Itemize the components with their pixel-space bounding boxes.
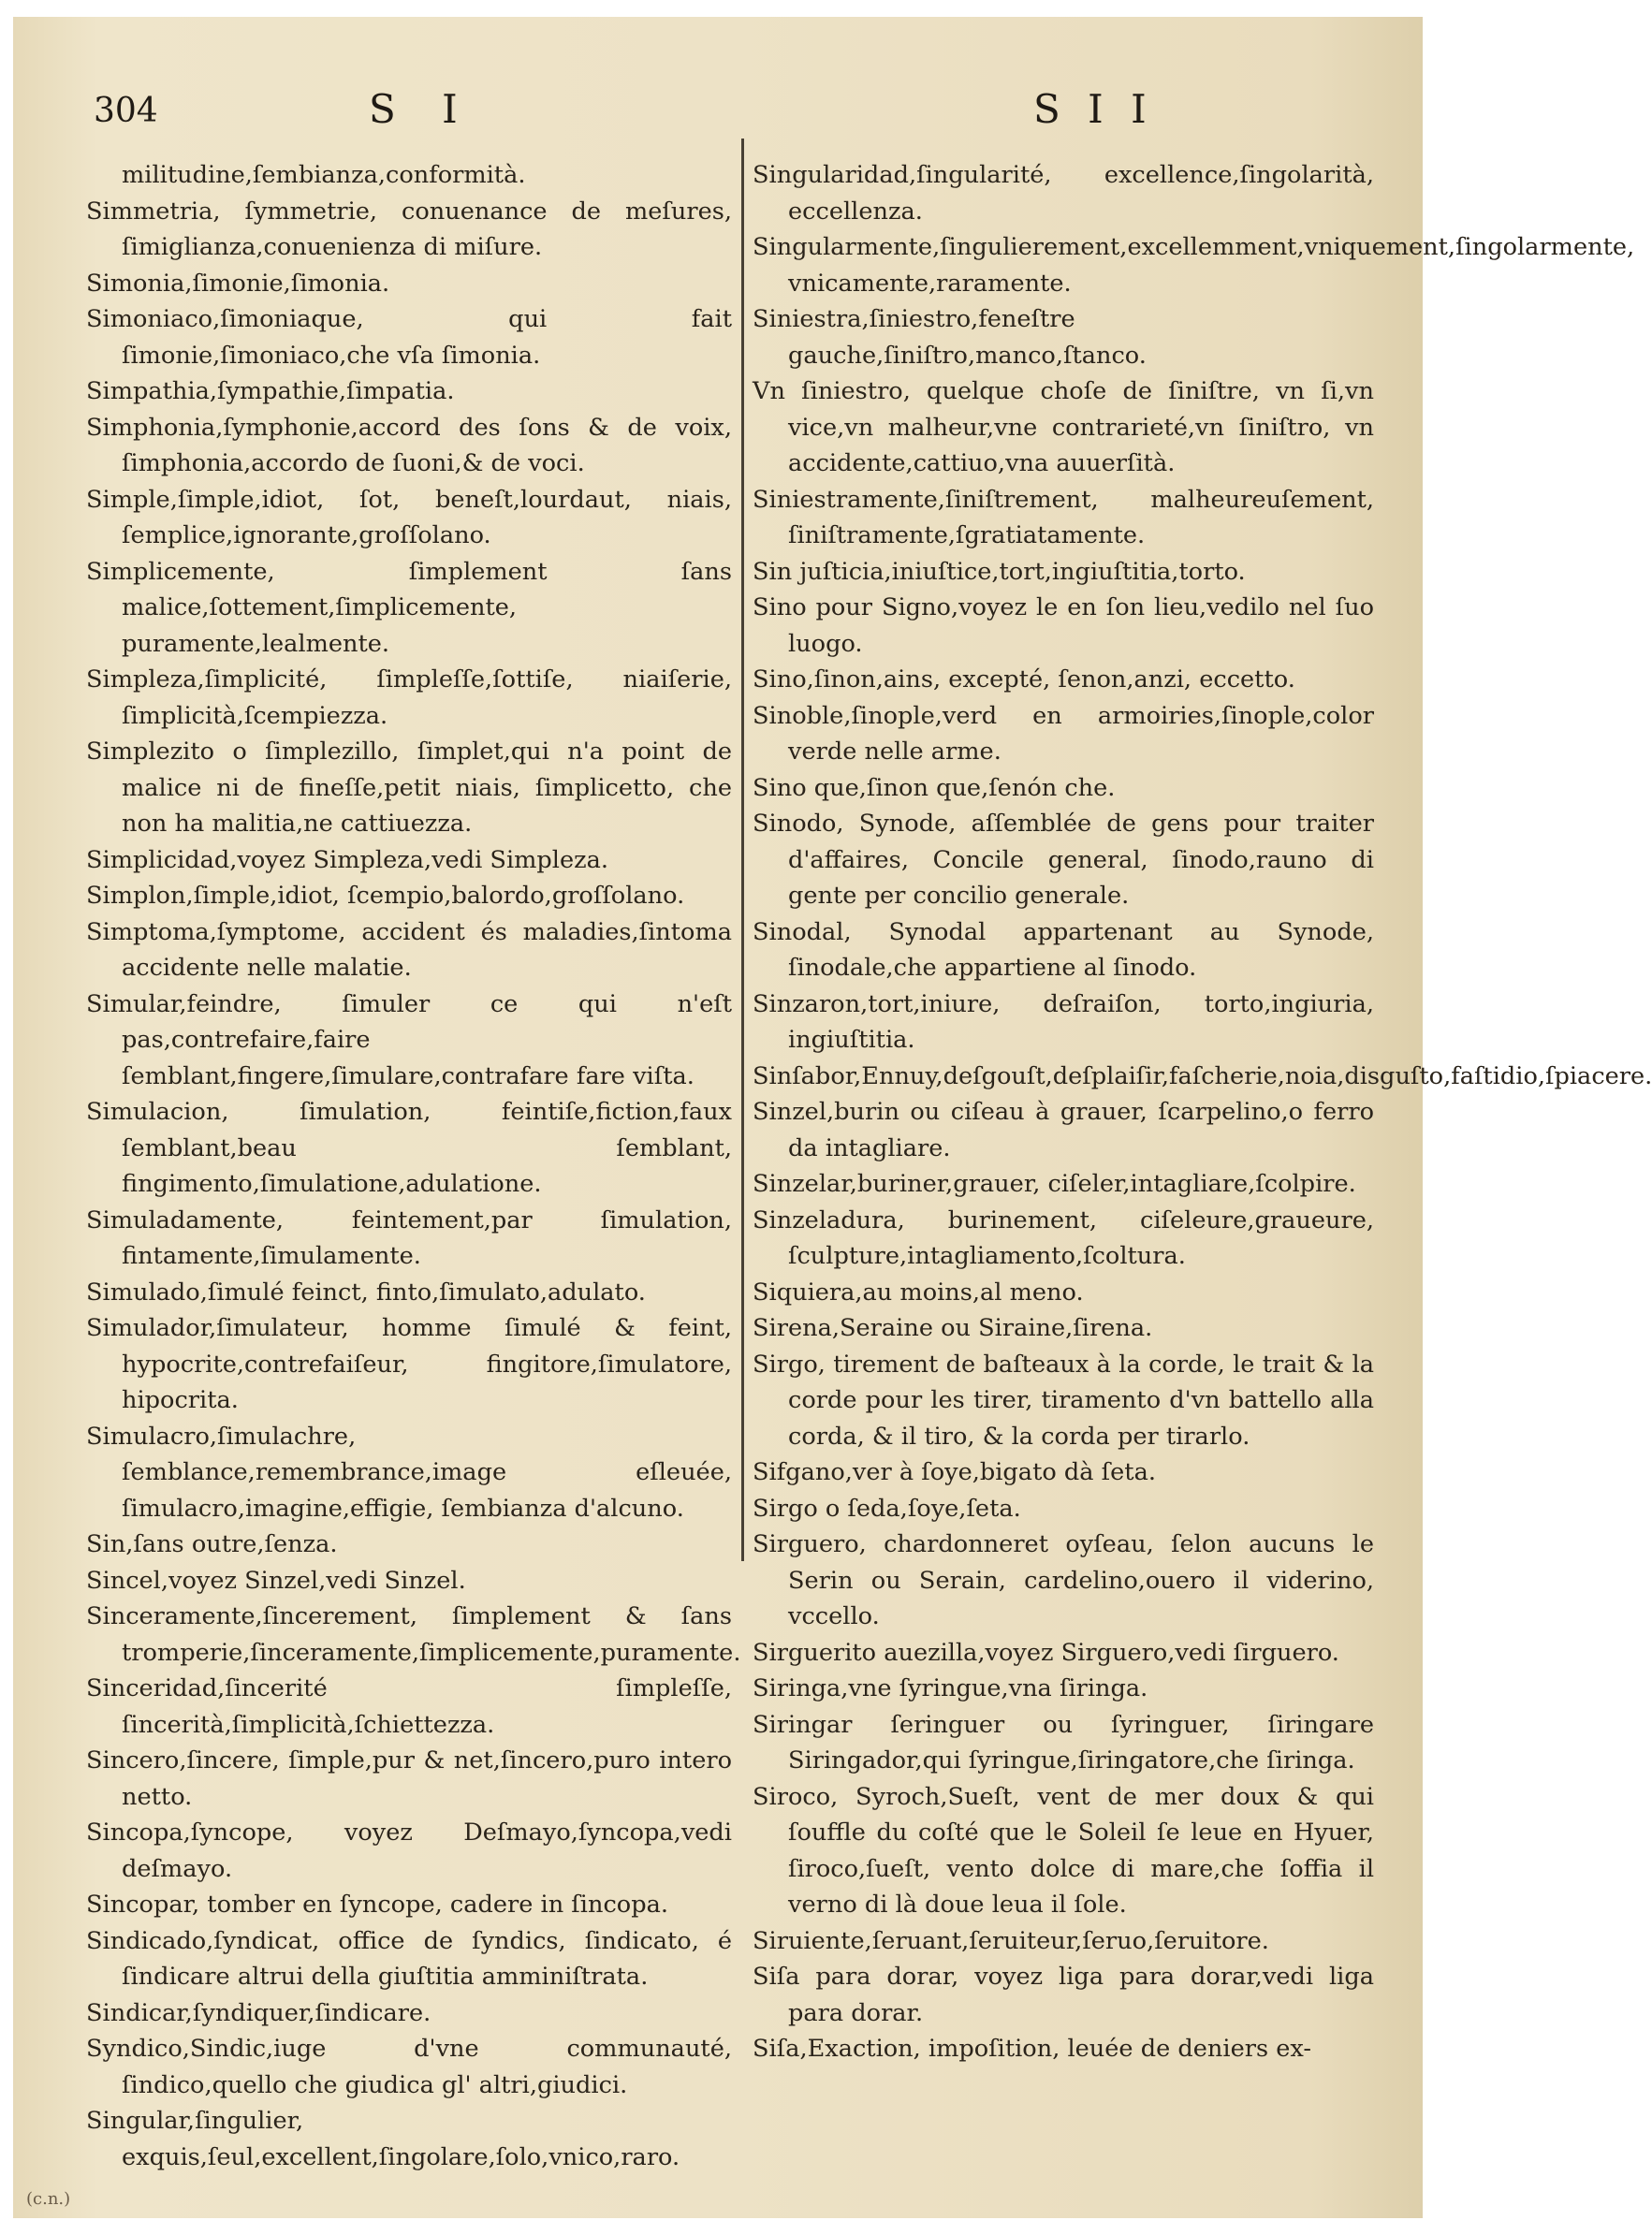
dictionary-entry: Simuladamente, feintement,par ſimulation, fintamente,ſimulamente. xyxy=(86,1205,732,1270)
dictionary-entry: Sincero,ſincere, ſimple,pur & net,ſincero,puro intero netto. xyxy=(86,1746,732,1811)
dictionary-entry: Sincel,voyez Sinzel,vedi Sinzel. xyxy=(86,1566,466,1595)
dictionary-entry: Simplezito o ſimplezillo, ſimplet,qui n'a point de malice ni de fineſſe,petit niais, ſimplicetto, che non ha malitia,ne cattiuezza. xyxy=(86,738,732,838)
dictionary-entry: Sino pour Signo,voyez le en ſon lieu,vedilo nel ſuo luogo. xyxy=(753,593,1374,658)
dictionary-entry: Simpathia,ſympathie,ſimpatia. xyxy=(86,377,455,405)
dictionary-entry: Simplon,ſimple,idiot, ſcempio,balordo,groſſolano. xyxy=(86,882,685,910)
dictionary-entry: Simple,ſimple,idiot, ſot, beneſt,lourdaut, niais, ſemplice,ignorante,groſſolano. xyxy=(86,485,732,549)
dictionary-entry: Sincopar, tomber en ſyncope, cadere in ſincopa. xyxy=(86,1891,668,1919)
dictionary-entry: Sin,ſans outre,ſenza. xyxy=(86,1530,338,1558)
dictionary-entry: Sinſabor,Ennuy,deſgouſt,deſplaiſir,faſcherie,noia,disguſto,faſtidio,ſpiacere. xyxy=(753,1061,1652,1090)
dictionary-entry: militudine,ſembianza,conformità. xyxy=(122,161,526,189)
dictionary-entry: Sindicado,ſyndicat, office de ſyndics, ſindicato, é ſindicare altrui della giuſtitia amminiſtrata. xyxy=(86,1926,732,1991)
dictionary-entry: Simonia,ſimonie,ſimonia. xyxy=(86,269,390,298)
dictionary-entry: Singular,ſingulier, exquis,ſeul,excellent,ſingolare,ſolo,vnico,raro. xyxy=(86,2107,680,2171)
dictionary-entry: Siringar ſeringuer ou ſyringuer, ſiringare Siringador,qui ſyringue,ſiringatore,che ſiringa. xyxy=(753,1710,1374,1775)
right-running-head: S I I xyxy=(1033,86,1154,132)
dictionary-entry: Sirguero, chardonneret oyſeau, ſelon aucuns le Serin ou Serain, cardelino,ouero il viderino, vccello. xyxy=(753,1530,1374,1630)
dictionary-entry: Vn ſiniestro, quelque choſe de ſiniſtre, vn ſi,vn vice,vn malheur,vne contrarieté,vn ſiniſtro, vn accidente,cattiuo,vna auuerſità. xyxy=(753,377,1374,477)
dictionary-entry: Sinzel,burin ou ciſeau à grauer, ſcarpelino,o ferro da intagliare. xyxy=(753,1098,1374,1162)
dictionary-entry: Sinzeladura, burinement, ciſeleure,graueure, ſculpture,intagliamento,ſcoltura. xyxy=(753,1205,1374,1270)
dictionary-entry: Simulacion, ſimulation, feintiſe,fiction,faux ſemblant,beau ſemblant, fingimento,ſimulatione,adulatione. xyxy=(86,1098,732,1198)
dictionary-entry: Sirgo, tirement de baſteaux à la corde, le trait & la corde pour les tirer, tiramento d'vn battello alla corda, & il tiro, & la corda per tirarlo. xyxy=(753,1350,1374,1451)
dictionary-entry: Siroco, Syroch,Sueſt, vent de mer doux & qui ſouffle du coſté que le Soleil ſe leue en Hyuer, ſiroco,ſueſt, vento dolce di mare,che ſoffia il verno di là doue leua il ſole. xyxy=(753,1782,1374,1919)
dictionary-entry: Simpleza,ſimplicité, ſimpleſſe,ſottiſe, niaiſerie, ſimplicità,ſcempiezza. xyxy=(86,665,732,730)
column-divider xyxy=(741,139,744,1561)
dictionary-entry: Simplicemente, ſimplement ſans malice,ſottement,ſimplicemente, puramente,lealmente. xyxy=(86,557,732,658)
dictionary-entry: Sirena,Seraine ou Siraine,ſirena. xyxy=(753,1314,1153,1342)
dictionary-entry: Siruiente,ſeruant,ſeruiteur,ſeruo,ſeruitore. xyxy=(753,1926,1269,1955)
dictionary-entry: Singularmente,ſingulierement,excellemment,vniquement,ſingolarmente, vnicamente,raramente. xyxy=(753,233,1635,298)
dictionary-entry: Sincopa,ſyncope, voyez Deſmayo,ſyncopa,vedi deſmayo. xyxy=(86,1819,732,1883)
dictionary-entry: Simplicidad,voyez Simpleza,vedi Simpleza. xyxy=(86,845,608,874)
dictionary-entry: Simular,feindre, ſimuler ce qui n'eſt pas,contrefaire,faire ſemblant,fingere,ſimulare,contrafare fare viſta. xyxy=(86,989,732,1090)
dictionary-entry: Sinodal, Synodal appartenant au Synode, ſinodale,che appartiene al ſinodo. xyxy=(753,917,1374,982)
dictionary-entry: Sindicar,ſyndiquer,ſindicare. xyxy=(86,1998,431,2027)
dictionary-entry: Sinodo, Synode, aſſemblée de gens pour traiter d'affaires, Concile general, ſinodo,rauno di gente per concilio generale. xyxy=(753,810,1374,910)
dictionary-entry: Sinceramente,ſincerement, ſimplement & ſans tromperie,ſinceramente,ſimplicemente,puramente. xyxy=(86,1602,741,1667)
dictionary-entry: Simptoma,ſymptome, accident és maladies,ſintoma accidente nelle malatie. xyxy=(86,917,732,982)
dictionary-entry: Siſa,Exaction, impoſition, leuée de deniers ex- xyxy=(753,2035,1312,2063)
dictionary-entry: Siniestramente,ſiniſtrement, malheureuſement, ſiniſtramente,ſgratiatamente. xyxy=(753,485,1374,549)
left-running-head: S I xyxy=(369,86,475,132)
dictionary-entry: Sinzelar,buriner,grauer, ciſeler,intagliare,ſcolpire. xyxy=(753,1170,1356,1198)
dictionary-entry: Simulador,ſimulateur, homme ſimulé & feint, hypocrite,contrefaiſeur, fingitore,ſimulatore, hipocrita. xyxy=(86,1314,732,1414)
corner-mark: (c.n.) xyxy=(26,2189,71,2209)
dictionary-page xyxy=(13,17,1652,2218)
dictionary-entry: Sirguerito auezilla,voyez Sirguero,vedi ſirguero. xyxy=(753,1638,1339,1667)
dictionary-entry: Siſa para dorar, voyez liga para dorar,vedi liga para dorar. xyxy=(753,1963,1374,2027)
dictionary-entry: Sinceridad,ſincerité ſimpleſſe, ſincerità,ſimplicità,ſchiettezza. xyxy=(86,1674,732,1739)
page-number: 304 xyxy=(94,92,158,130)
dictionary-entry: Sifgano,ver à ſoye,bigato dà ſeta. xyxy=(753,1458,1156,1486)
dictionary-entry: Singularidad,ſingularité, excellence,ſingolarità, eccellenza. xyxy=(753,161,1374,226)
dictionary-entry: Simoniaco,ſimoniaque, qui fait ſimonie,ſimoniaco,che vſa ſimonia. xyxy=(86,305,732,370)
dictionary-entry: Simphonia,ſymphonie,accord des ſons & de voix, ſimphonia,accordo de ſuoni,& de voci. xyxy=(86,413,732,477)
dictionary-entry: Sinzaron,tort,iniure, deſraiſon, torto,ingiuria, ingiuſtitia. xyxy=(753,989,1374,1054)
dictionary-entry: Siquiera,au moins,al meno. xyxy=(753,1278,1084,1307)
dictionary-entry: Simmetria, ſymmetrie, conuenance de meſures, ſimiglianza,conuenienza di miſure. xyxy=(86,197,732,261)
dictionary-entry: Sinoble,ſinople,verd en armoiries,ſinople,color verde nelle arme. xyxy=(753,701,1374,766)
left-column xyxy=(86,157,741,2175)
dictionary-entry: Simulacro,ſimulachre, ſemblance,remembrance,image eſleuée, ſimulacro,imagine,effigie, ſembianza d'alcuno. xyxy=(86,1422,732,1523)
page-header xyxy=(13,73,1423,148)
dictionary-entry: Sino,ſinon,ains, excepté, ſenon,anzi, eccetto. xyxy=(753,665,1295,694)
dictionary-entry: Siniestra,ſiniestro,feneſtre gauche,ſiniſtro,manco,ſtanco. xyxy=(753,305,1147,370)
dictionary-entry: Sirgo o ſeda,ſoye,ſeta. xyxy=(753,1494,1021,1523)
right-column xyxy=(753,157,1652,2067)
dictionary-entry: Siringa,vne ſyringue,vna ſiringa. xyxy=(753,1674,1148,1702)
dictionary-entry: Sin juſticia,iniuſtice,tort,ingiuſtitia,torto. xyxy=(753,557,1246,586)
dictionary-entry: Simulado,ſimulé feinct, finto,ſimulato,adulato. xyxy=(86,1278,646,1307)
dictionary-entry: Syndico,Sindic,iuge d'vne communauté, ſindico,quello che giudica gl' altri,giudici. xyxy=(86,2035,732,2099)
dictionary-entry: Sino que,ſinon que,ſenón che. xyxy=(753,773,1116,802)
